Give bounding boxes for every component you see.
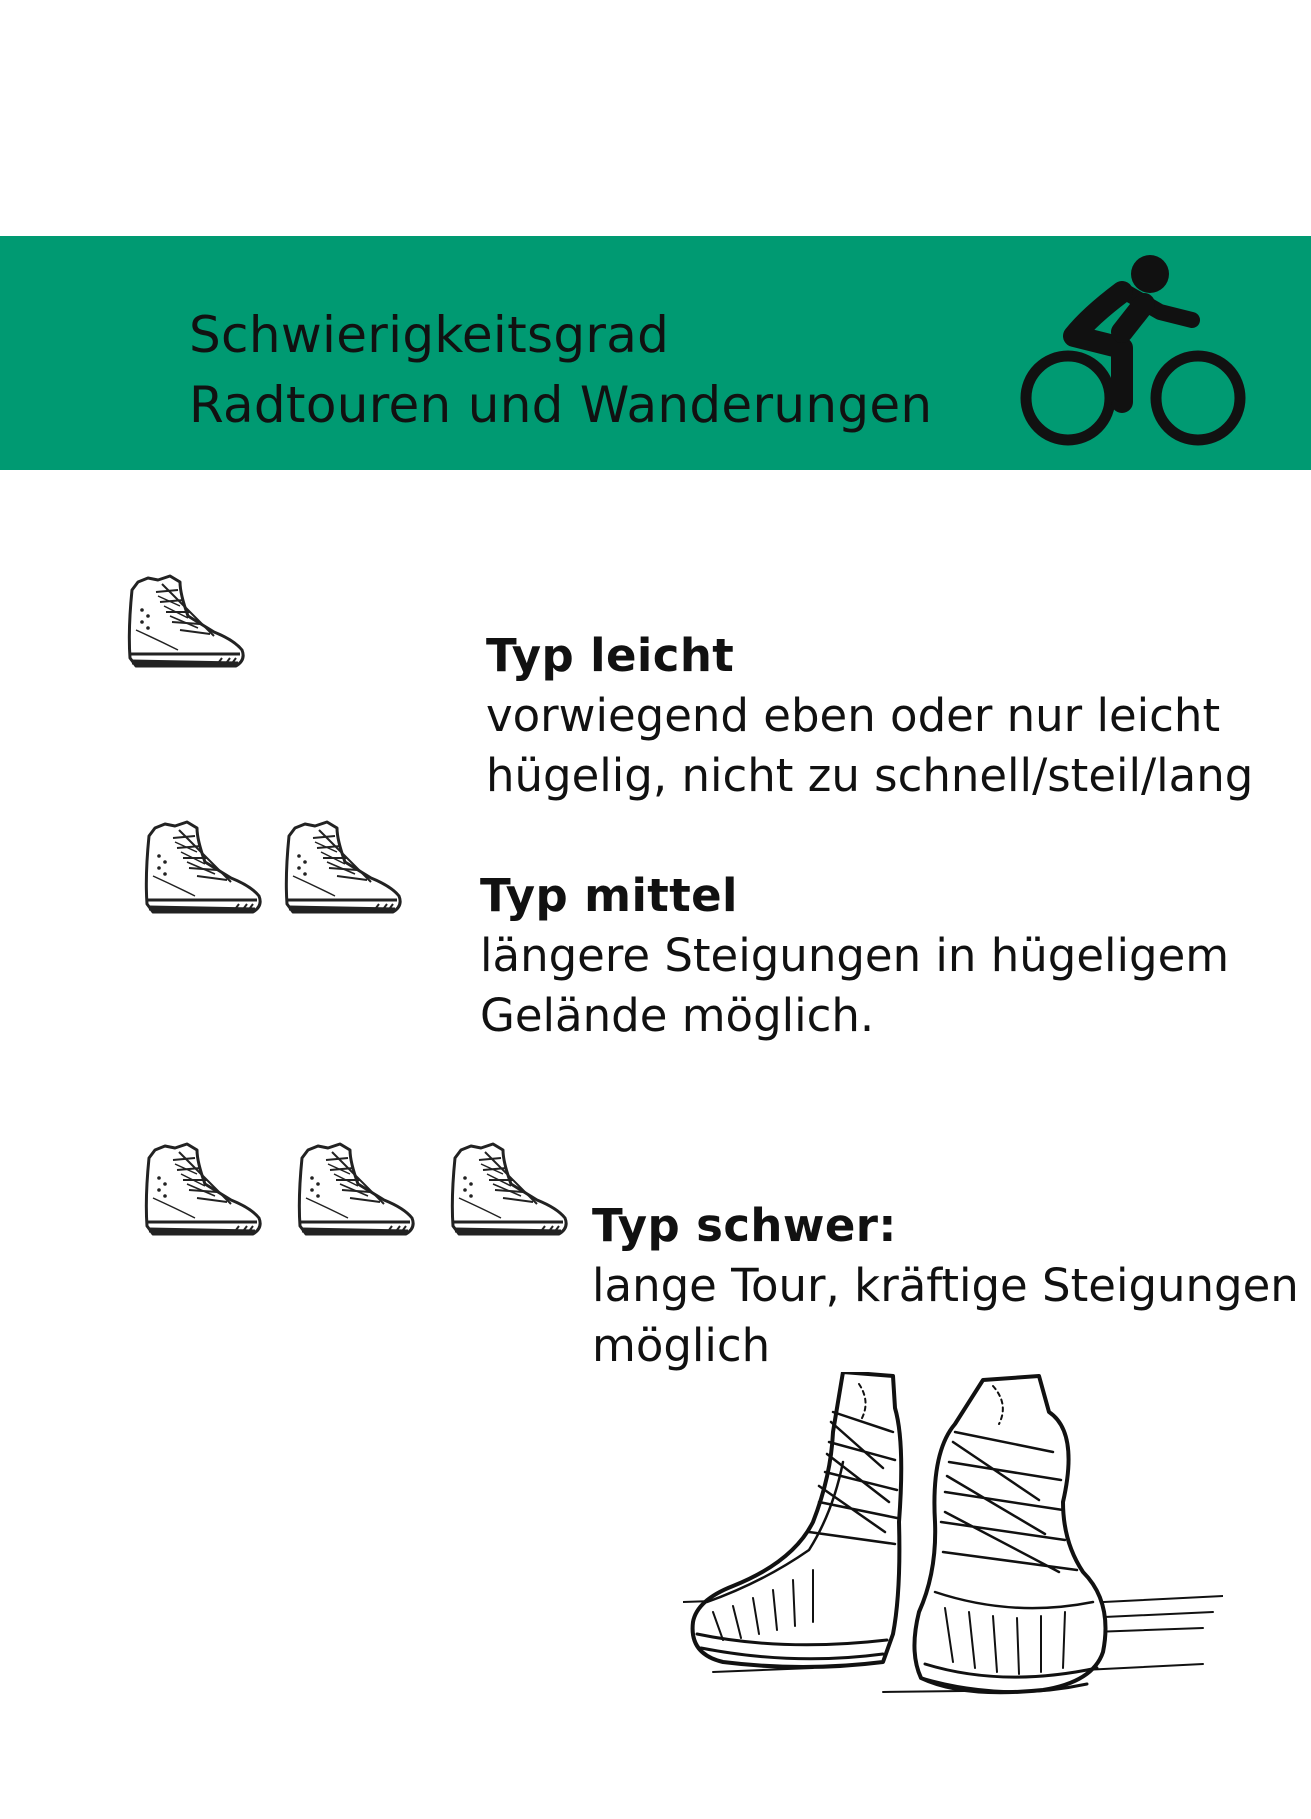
boot-icon bbox=[118, 570, 248, 680]
level-description-line: lange Tour, kräftige Steigungen bbox=[592, 1259, 1299, 1312]
level-description-line: möglich bbox=[592, 1319, 771, 1372]
page-title-line2: Radtouren und Wanderungen bbox=[189, 376, 933, 434]
hiking-boots-illustration bbox=[683, 1372, 1223, 1702]
boot-icon bbox=[135, 816, 265, 926]
level-description-line: hügelig, nicht zu schnell/steil/lang bbox=[486, 749, 1254, 802]
level-title: Typ mittel bbox=[480, 869, 738, 922]
level-schwer bbox=[592, 1196, 1299, 1376]
boot-icon bbox=[288, 1138, 418, 1248]
level-mittel bbox=[480, 866, 1229, 1046]
level-description-line: längere Steigungen in hügeligem bbox=[480, 929, 1230, 982]
boot-icon bbox=[135, 1138, 265, 1248]
level-leicht bbox=[486, 626, 1253, 806]
level-title: Typ schwer: bbox=[592, 1199, 897, 1252]
page-title bbox=[189, 300, 932, 440]
level-description-line: Gelände möglich. bbox=[480, 989, 875, 1042]
level-title: Typ leicht bbox=[486, 629, 735, 682]
cyclist-icon bbox=[1010, 252, 1250, 456]
level-description-line: vorwiegend eben oder nur leicht bbox=[486, 689, 1221, 742]
boot-icon bbox=[441, 1138, 571, 1248]
page-title-line1: Schwierigkeitsgrad bbox=[189, 306, 670, 364]
boot-icon bbox=[275, 816, 405, 926]
